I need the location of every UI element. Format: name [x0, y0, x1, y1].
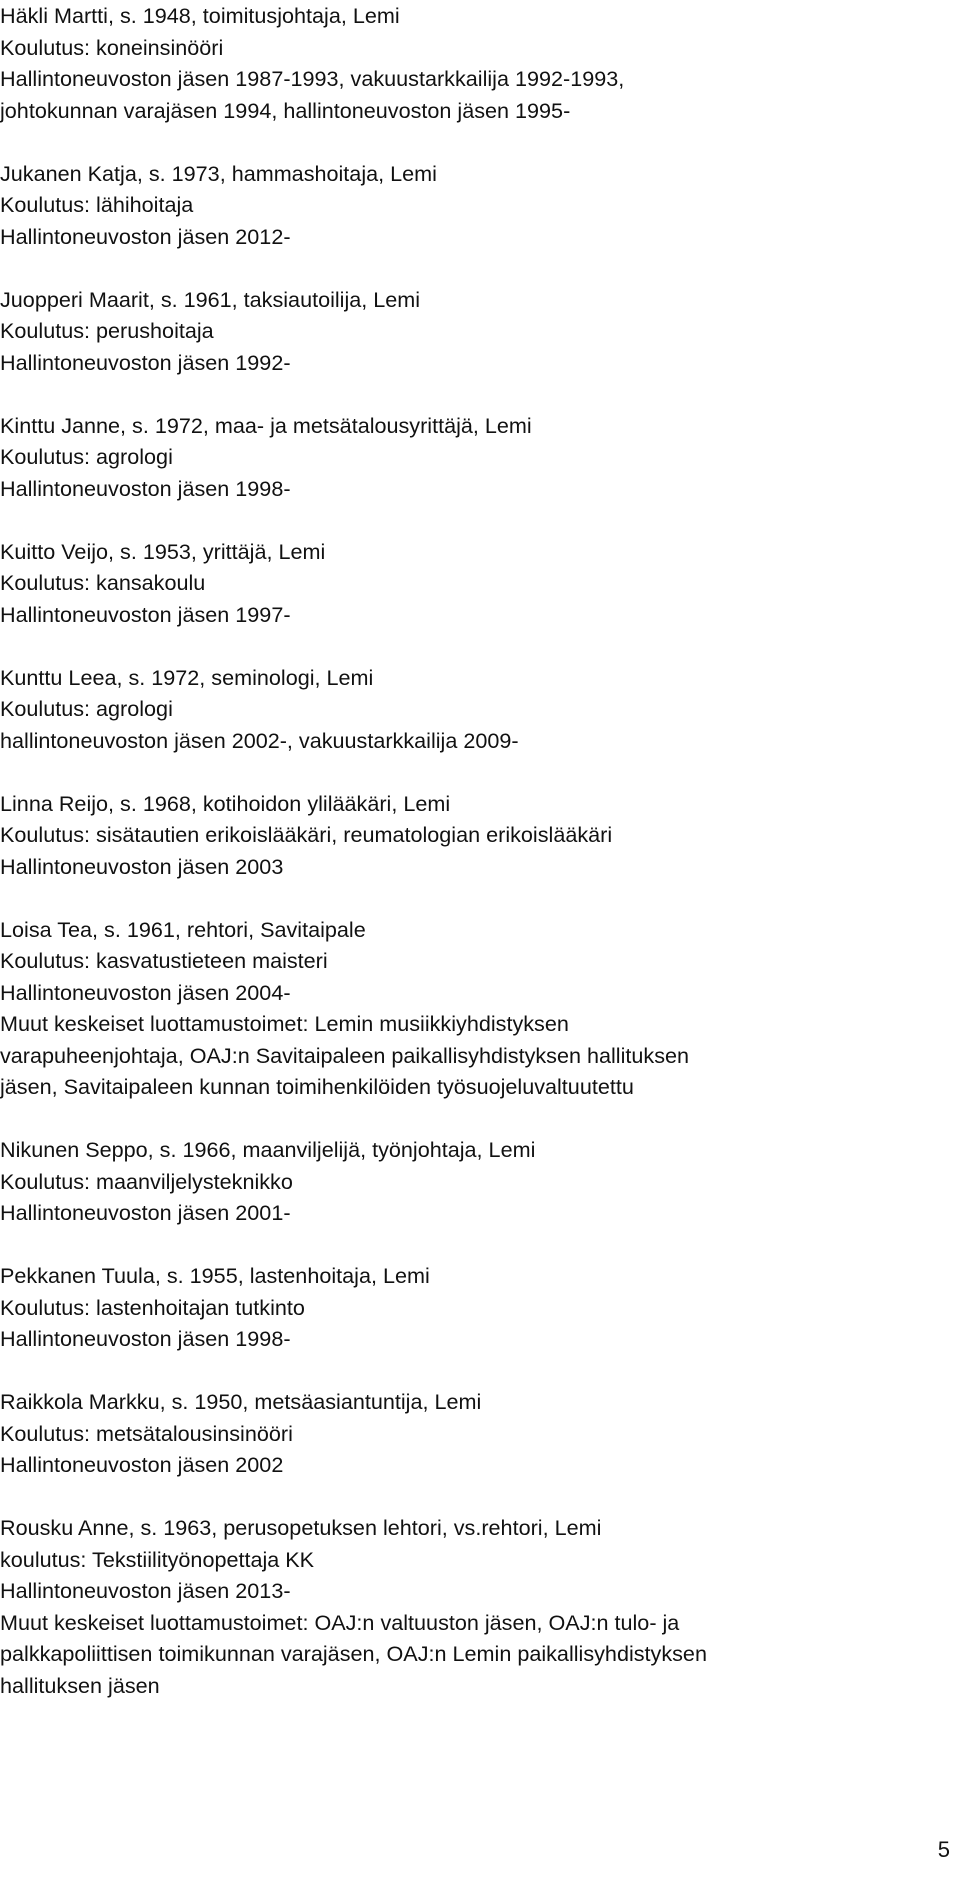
- entry-line: Koulutus: maanviljelysteknikko: [0, 1168, 293, 1194]
- entry-header: Loisa Tea, s. 1961, rehtori, Savitaipale: [0, 916, 366, 942]
- entry-header: Linna Reijo, s. 1968, kotihoidon ylilääkäri, Lemi: [0, 790, 451, 816]
- entry-line: Hallintoneuvoston jäsen 1987-1993, vakuustarkkailija 1992-1993,: [0, 66, 625, 91]
- entry-line: Hallintoneuvoston jäsen 1998-: [0, 1326, 291, 1351]
- entry-header: Juopperi Maarit, s. 1961, taksiautoilija, Lemi: [0, 286, 421, 312]
- entry-line: Hallintoneuvoston jäsen 2012-: [0, 223, 291, 249]
- entry-line: Hallintoneuvoston jäsen 2013-: [0, 1578, 291, 1603]
- member-entry: [0, 1512, 930, 1701]
- entry-header: Raikkola Markku, s. 1950, metsäasiantuntija, Lemi: [0, 1389, 482, 1414]
- entry-line: koulutus: Tekstiilityönopettaja KK: [0, 1546, 315, 1572]
- entry-line: palkkapoliittisen toimikunnan varajäsen, OAJ:n Lemin paikallisyhdistyksen: [0, 1641, 707, 1666]
- member-entry: [0, 0, 930, 126]
- entry-line: hallintoneuvoston jäsen 2002-, vakuustarkkailija 2009-: [0, 727, 519, 753]
- member-entry: [0, 1260, 930, 1355]
- member-entry: [0, 158, 930, 253]
- page-number: 5: [937, 1837, 950, 1862]
- entry-header: Kuitto Veijo, s. 1953, yrittäjä, Lemi: [0, 538, 326, 564]
- entry-line: Hallintoneuvoston jäsen 1997-: [0, 601, 291, 627]
- entry-line: Koulutus: kansakoulu: [0, 570, 206, 595]
- entry-line: Koulutus: agrologi: [0, 444, 173, 469]
- member-entry: [0, 662, 930, 757]
- entry-header: Kunttu Leea, s. 1972, seminologi, Lemi: [0, 664, 374, 690]
- entry-header: Jukanen Katja, s. 1973, hammashoitaja, Lemi: [0, 160, 437, 186]
- entry-header: Häkli Martti, s. 1948, toimitusjohtaja, Lemi: [0, 3, 400, 28]
- member-entry: [0, 1386, 930, 1481]
- entry-line: Koulutus: koneinsinööri: [0, 34, 224, 60]
- entry-header: Pekkanen Tuula, s. 1955, lastenhoitaja, Lemi: [0, 1263, 430, 1288]
- entry-line: Koulutus: lähihoitaja: [0, 192, 194, 217]
- entry-line: Hallintoneuvoston jäsen 1992-: [0, 349, 291, 375]
- entry-line: Muut keskeiset luottamustoimet: Lemin musiikkiyhdistyksen: [0, 1011, 569, 1036]
- entry-line: Koulutus: agrologi: [0, 696, 173, 721]
- entry-line: johtokunnan varajäsen 1994, hallintoneuvoston jäsen 1995-: [0, 97, 571, 123]
- entry-line: Koulutus: lastenhoitajan tutkinto: [0, 1294, 305, 1320]
- member-entry: [0, 536, 930, 631]
- entry-header: Rousku Anne, s. 1963, perusopetuksen lehtori, vs.rehtori, Lemi: [0, 1515, 602, 1540]
- entry-line: Koulutus: sisätautien erikoislääkäri, reumatologian erikoislääkäri: [0, 822, 613, 847]
- entry-line: Hallintoneuvoston jäsen 2001-: [0, 1200, 291, 1225]
- member-entry: [0, 914, 930, 1103]
- entry-line: Koulutus: kasvatustieteen maisteri: [0, 948, 328, 973]
- entry-line: varapuheenjohtaja, OAJ:n Savitaipaleen paikallisyhdistyksen hallituksen: [0, 1042, 690, 1068]
- entry-line: Muut keskeiset luottamustoimet: OAJ:n valtuuston jäsen, OAJ:n tulo- ja: [0, 1609, 680, 1635]
- entry-line: Hallintoneuvoston jäsen 2003: [0, 853, 284, 879]
- entry-header: Kinttu Janne, s. 1972, maa- ja metsätalousyrittäjä, Lemi: [0, 412, 532, 438]
- entry-line: Koulutus: metsätalousinsinööri: [0, 1420, 293, 1446]
- member-entry: [0, 788, 930, 883]
- entry-line: Hallintoneuvoston jäsen 2004-: [0, 979, 291, 1005]
- entry-line: Hallintoneuvoston jäsen 2002: [0, 1452, 284, 1477]
- entry-line: Koulutus: perushoitaja: [0, 318, 214, 343]
- entry-line: jäsen, Savitaipaleen kunnan toimihenkilöiden työsuojeluvaltuutettu: [0, 1074, 634, 1099]
- member-entry: [0, 410, 930, 505]
- member-entry: [0, 1134, 930, 1229]
- member-entry: [0, 284, 930, 379]
- entry-line: hallituksen jäsen: [0, 1672, 160, 1698]
- entry-line: Hallintoneuvoston jäsen 1998-: [0, 475, 291, 501]
- entry-header: Nikunen Seppo, s. 1966, maanviljelijä, työnjohtaja, Lemi: [0, 1137, 536, 1162]
